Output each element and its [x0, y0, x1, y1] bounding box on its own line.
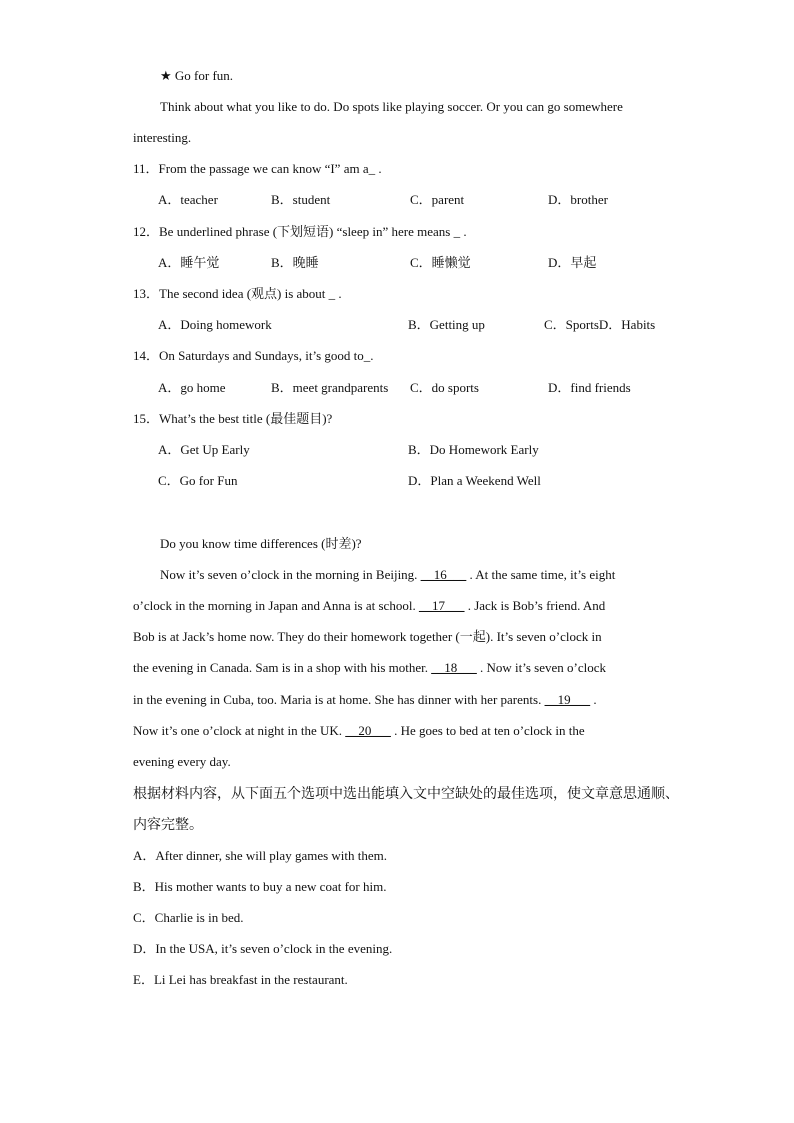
- choice-e: E．Li Lei has breakfast in the restaurant.: [133, 972, 348, 987]
- question-14-option-b: B．meet grandparents: [271, 380, 389, 395]
- passage2-line-7: evening every day.: [133, 754, 231, 769]
- choice-a: A．After dinner, she will play games with them.: [133, 848, 388, 863]
- question-15-option-d: D．Plan a Weekend Well: [408, 473, 541, 488]
- question-13-option-cd: C．SportsD．Habits: [544, 317, 656, 332]
- question-14-option-c: C．do sports: [410, 380, 479, 395]
- passage2-text: in the evening in Cuba, too. Maria is at home. She has dinner with her parents.: [133, 692, 545, 707]
- blank-17: __17___: [418, 598, 465, 613]
- instruction-line-2: 内容完整。: [133, 817, 203, 833]
- question-11-option-c: C．parent: [410, 192, 465, 207]
- passage2-line-6: [133, 723, 585, 739]
- passage2-line-1: [160, 567, 615, 583]
- question-15-option-b: B．Do Homework Early: [408, 442, 539, 457]
- choice-b: B．His mother wants to buy a new coat for him.: [133, 879, 387, 894]
- passage2-line-3: Bob is at Jack’s home now. They do their homework together (一起). It’s seven o’clock in: [133, 629, 602, 644]
- question-13-option-a: A．Doing homework: [158, 317, 272, 332]
- passage2-text: Now it’s seven o’clock in the morning in Beijing.: [160, 567, 421, 582]
- choice-c: C．Charlie is in bed.: [133, 910, 244, 925]
- question-11-stem: 11．From the passage we can know “I” am a_ .: [133, 161, 382, 176]
- tip-heading: ★ Go for fun.: [160, 68, 234, 83]
- passage2-text: . At the same time, it’s eight: [466, 567, 616, 582]
- question-11-option-a: A．teacher: [158, 192, 218, 207]
- passage2-text: .: [590, 692, 597, 707]
- blank-19: __19___: [544, 692, 591, 707]
- question-12-option-a: A．睡午觉: [158, 255, 220, 270]
- passage2-intro: Do you know time differences (时差)?: [160, 536, 362, 551]
- question-12-option-c: C．睡懒觉: [410, 255, 471, 270]
- question-13-stem: 13．The second idea (观点) is about _ .: [133, 286, 342, 301]
- passage2-text: o’clock in the morning in Japan and Anna is at school.: [133, 598, 419, 613]
- question-12-stem: 12．Be underlined phrase (下划短语) “sleep in” here means _ .: [133, 224, 467, 239]
- question-14-option-a: A．go home: [158, 380, 226, 395]
- question-12-option-b: B．晚睡: [271, 255, 319, 270]
- question-11-option-b: B．student: [271, 192, 331, 207]
- question-15-option-a: A．Get Up Early: [158, 442, 250, 457]
- passage2-text: . Now it’s seven o’clock: [476, 660, 607, 675]
- choice-d: D．In the USA, it’s seven o’clock in the evening.: [133, 941, 393, 956]
- question-12-option-d: D．早起: [548, 255, 597, 270]
- passage2-line-2: [133, 598, 605, 614]
- tip-text-line-1: Think about what you like to do. Do spots like playing soccer. Or you can go somewhere: [160, 99, 623, 114]
- blank-18: __18___: [431, 660, 477, 675]
- passage2-text: the evening in Canada. Sam is in a shop with his mother.: [133, 660, 432, 675]
- blank-20: __20___: [345, 723, 391, 738]
- question-15-option-c: C．Go for Fun: [158, 473, 238, 488]
- instruction-line-1: 根据材料内容，从下面五个选项中选出能填入文中空缺处的最佳选项，使文章意思通顺、: [133, 786, 679, 802]
- question-14-stem: 14．On Saturdays and Sundays, it’s good to_.: [133, 348, 374, 363]
- tip-text-line-2: interesting.: [133, 130, 192, 145]
- question-13-option-b: B．Getting up: [408, 317, 485, 332]
- passage2-text: . He goes to bed at ten o’clock in the: [390, 723, 585, 738]
- passage2-line-4: [133, 660, 606, 676]
- question-14-option-d: D．find friends: [548, 380, 631, 395]
- passage2-text: . Jack is Bob’s friend. And: [464, 598, 606, 613]
- passage2-line-5: [133, 692, 597, 708]
- question-15-stem: 15．What’s the best title (最佳题目)?: [133, 411, 333, 426]
- blank-16: __16___: [420, 567, 467, 582]
- question-11-option-d: D．brother: [548, 192, 608, 207]
- passage2-text: Now it’s one o’clock at night in the UK.: [133, 723, 346, 738]
